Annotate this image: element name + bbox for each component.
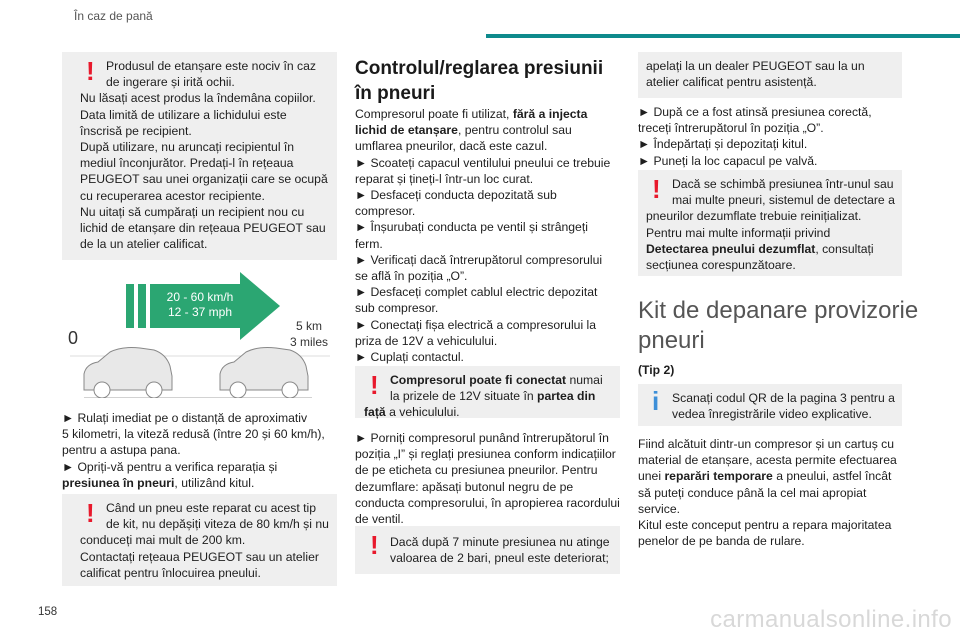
- warning-icon: !: [370, 370, 379, 400]
- distance-km: 5 km: [296, 319, 323, 333]
- warning-text: Dacă după 7 minute presiunea nu atinge valoarea de 2 bari, pneul este deteriorat;: [390, 535, 610, 566]
- figure-speed-distance: [62, 268, 337, 398]
- speed-mph: 12 - 37 mph: [167, 305, 233, 319]
- warning-icon: !: [370, 530, 379, 560]
- warning-text: Când un pneu este reparat cu acest tip de kit, nu depășiți viteza de 80 km/h și nu conduceți mai mult de 200 km. Contactați rețeaua PEUGEOT sau un atelier calificat pentru înlocuirea pneului.: [80, 501, 329, 580]
- info-icon: i: [652, 386, 660, 416]
- warning-text: apelați la un dealer PEUGEOT sau la un atelier calificat pentru asistență.: [646, 59, 865, 90]
- type-label: (Tip 2): [638, 363, 675, 377]
- info-text: Scanați codul QR de la pagina 3 pentru a vedea înregistrările video explicative.: [672, 391, 895, 422]
- arrow-stripe: [126, 284, 134, 328]
- final-steps: ► După ce a fost atinsă presiunea corectă, treceți întrerupătorul în poziția „O”. ► Îndepărtați și depozitați kitul. ► Puneți la loc capacul pe valvă.: [638, 105, 872, 168]
- pressure-steps: ► Porniți compresorul punând întrerupătorul în poziția „I” și reglați presiunea conform indicațiilor de pe eticheta cu presiunea pneurilor. Pentru dezumflare: apăsați butonul negru de pe conducta compresorului, în apropierea racordului de ventil.: [355, 431, 620, 527]
- section-title-kit: Kit de depanare provizorie pneuri: [638, 297, 919, 354]
- distance-miles: 3 miles: [290, 335, 329, 349]
- car-icon: [84, 348, 172, 399]
- warning-text: Produsul de etanșare este nociv în caz de ingerare și irită ochii. Nu lăsați acest produs la îndemâna copiilor. Data limită de utilizare a lichidului este înscrisă pe recipient. După utilizare, nu aruncați recipientul în mediul înconjurător. Predați-l în rețeaua PEUGEOT sau unei organizații care se ocupă cu recuperarea acestor recipiente. Nu uitați să cumpărați un recipient nou cu lichid de etanșare din rețeaua PEUGEOT sau de la un atelier calificat.: [80, 59, 328, 252]
- watermark: carmanualsonline.info: [710, 606, 952, 633]
- warning-icon: !: [652, 174, 661, 204]
- header-accent-bar: [486, 34, 960, 38]
- step-drive: ► Rulați imediat pe o distanță de aproximativ 5 kilometri, la viteză redusă (între 20 și 60 km/h), pentru a astupa pana. ► Opriți-vă pentru a verifica reparația și presiunea în pneuri, utilizând kitul.: [62, 411, 325, 490]
- section-title-pressure: Controlul/reglarea presiunii în pneuri: [355, 58, 604, 104]
- speed-kmh: 20 - 60 km/h: [166, 290, 234, 304]
- warning-icon: !: [86, 56, 95, 86]
- warning-icon: !: [86, 498, 95, 528]
- arrow-stripe: [138, 284, 146, 328]
- warning-text: Compresorul poate fi conectat numai la prizele de 12V situate în partea din față a vehiculului.: [364, 373, 603, 420]
- running-header: În caz de pană: [74, 9, 153, 23]
- warning-text: Dacă se schimbă presiunea într-unul sau mai multe pneuri, sistemul de detectare a pneurilor dezumflate trebuie reinițializat. Pentru mai multe informații privind Detectarea pneului dezumflat, consultați secțiunea corespunzătoare.: [646, 177, 895, 273]
- pressure-intro: Compresorul poate fi utilizat, fără a injecta lichid de etanșare, pentru controlul sau umflarea pneurilor, dacă este cazul. ► Scoateți capacul ventilului pneului ce trebuie reparat și țineți-l într-un loc curat. ► Desfaceți conducta depozitată sub compresor. ► Înșurubați conducta pe ventil și strângeți ferm. ► Verificați dacă întrerupătorul compresorului se află în poziția „O”. ► Desfaceți complet cablul electric depozitat sub compresor. ► Conectați fișa electrică a compresorului la priza de 12V a vehiculului. ► Cuplați contactul.: [355, 107, 611, 365]
- page-number: 158: [38, 606, 58, 618]
- car-icon: [220, 348, 308, 399]
- arrow-head: [240, 272, 280, 340]
- kit-description: Fiind alcătuit dintr-un compresor și un cartuș cu material de etanșare, acesta permite efectuarea unei reparări temporare a pneului, astfel încât să puteți conduce până la cel mai apropiat service. Kitul este conceput pentru a repara majoritatea penelor de pe banda de rulare.: [638, 437, 897, 549]
- distance-zero: 0: [68, 328, 79, 348]
